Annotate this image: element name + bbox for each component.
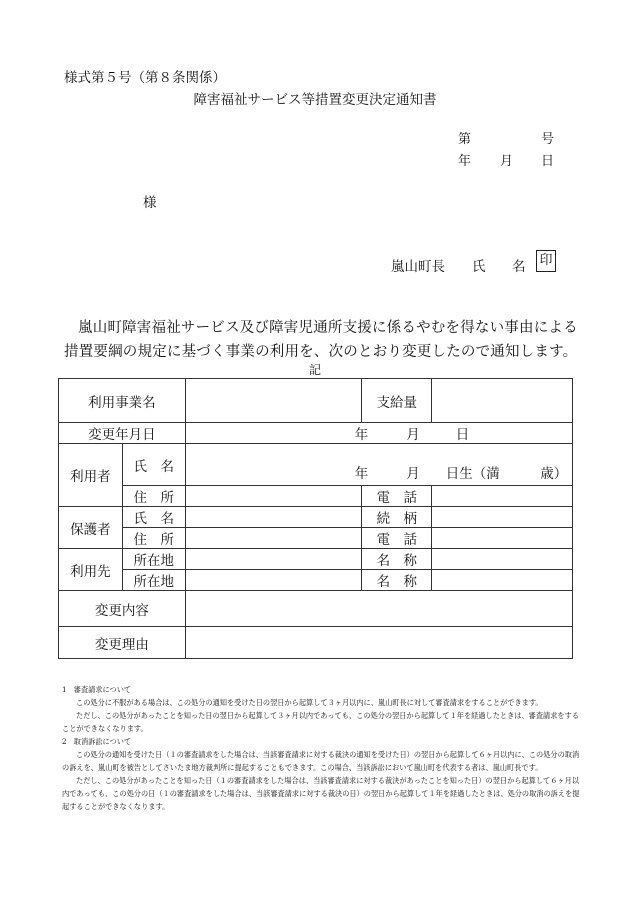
user-phone-field[interactable]: [432, 486, 573, 507]
change-date-year: 年: [354, 427, 369, 443]
label-guardian-name: 氏 名: [122, 507, 185, 528]
date-year: 年: [458, 154, 472, 169]
label-user-name: 氏 名: [122, 444, 185, 486]
change-reason-field[interactable]: [185, 627, 572, 659]
title-name-2-field[interactable]: [432, 570, 573, 591]
supply-amount-field[interactable]: [432, 379, 573, 423]
location-1-field[interactable]: [185, 549, 362, 570]
issuer-name-label-1: 氏: [472, 259, 486, 275]
relationship-field[interactable]: [432, 507, 573, 528]
seal-box: 印: [536, 250, 556, 272]
label-location-1: 所在地: [122, 549, 185, 570]
issuer-name-label-2: 名: [512, 259, 526, 275]
change-date-field[interactable]: [185, 423, 572, 444]
title-name-1-field[interactable]: [432, 549, 573, 570]
label-user-address: 住 所: [122, 486, 185, 507]
note-2-paragraph-2: ただし、この処分があったことを知った日（１の審査請求をした場合は、当該審査請求に対する裁決があったことを知った日）の翌日から起算して６ヶ月以内であっても、この処分の日（１の審査請求をした場合は、当該審査請求に対する裁決の日）の翌日から起算して１年を経過したときは、処分の取消の訴えを提起することができなくなります。: [62, 776, 580, 811]
label-change-content: 変更内容: [59, 591, 186, 627]
label-supply-amount: 支給量: [362, 379, 432, 423]
date-month: 月: [500, 154, 514, 169]
change-date-day: 日: [455, 427, 470, 443]
label-relationship: 続 柄: [362, 507, 432, 528]
label-user-phone: 電 話: [362, 486, 432, 507]
user-address-field[interactable]: [185, 486, 362, 507]
label-user: 利用者: [59, 444, 123, 507]
label-guardian-phone: 電 話: [362, 528, 432, 549]
document-title: 障害福祉サービス等措置変更決定通知書: [193, 92, 437, 108]
change-date-month: 月: [406, 427, 420, 443]
form-number: 様式第５号（第８条関係）: [64, 70, 226, 86]
label-guardian-address: 住 所: [122, 528, 185, 549]
date-day: 日: [541, 154, 555, 169]
note-2-title: 2 取消訴訟について: [62, 737, 132, 746]
reference-number-suffix: 号: [541, 132, 555, 147]
body-text: 嵐山町障害福祉サービス及び障害児通所支援に係るやむを得ない事由による措置要綱の規定に基づく事業の利用を、次のとおり変更したので通知します。: [64, 320, 578, 360]
note-2-paragraph-1: この処分の通知を受けた日（１の審査請求をした場合は、当該審査請求に対する裁決の通知を受けた日）の翌日から起算して６ヶ月以内に、この処分の取消の訴えを、嵐山町を被告としてさいたま地方裁判所に提起することもできます。この場合、当該訴訟において嵐山町を代表する者は、嵐山町長です。: [62, 750, 580, 772]
service-name-field[interactable]: [185, 379, 362, 423]
location-2-field[interactable]: [185, 570, 362, 591]
issuer-title: 嵐山町長: [391, 259, 445, 275]
change-content-field[interactable]: [185, 591, 572, 627]
note-1-paragraph-2: ただし、この処分があったことを知った日の翌日から起算して３ヶ月以内であっても、この処分の翌日から起算して１年を経過したときは、審査請求をすることができなくなります。: [62, 711, 579, 733]
birth-day-age: 日生（満 歳）: [445, 466, 568, 482]
label-change-reason: 変更理由: [59, 627, 186, 659]
guardian-phone-field[interactable]: [432, 528, 573, 549]
form-table: [58, 378, 573, 659]
label-title-name-2: 名 称: [362, 570, 432, 591]
birth-month: 月: [406, 466, 420, 482]
guardian-address-field[interactable]: [185, 528, 362, 549]
recipient-honorific: 様: [143, 195, 157, 211]
notes-section: [62, 683, 582, 813]
note-1-paragraph-1: この処分に不服がある場合は、この処分の通知を受けた日の翌日から起算して３ヶ月以内に、嵐山町長に対して審査請求をすることができます。: [76, 698, 543, 707]
label-destination: 利用先: [59, 549, 123, 591]
user-name-field[interactable]: [185, 444, 572, 486]
label-guardian: 保護者: [59, 507, 123, 549]
guardian-name-field[interactable]: [185, 507, 362, 528]
label-location-2: 所在地: [122, 570, 185, 591]
label-change-date: 変更年月日: [59, 423, 186, 444]
reference-number-prefix: 第: [458, 132, 472, 147]
birth-year: 年: [354, 466, 369, 482]
label-title-name-1: 名 称: [362, 549, 432, 570]
ki-mark: 記: [308, 363, 321, 377]
note-1-title: 1 審査請求について: [62, 685, 132, 694]
label-service-name: 利用事業名: [59, 379, 186, 423]
